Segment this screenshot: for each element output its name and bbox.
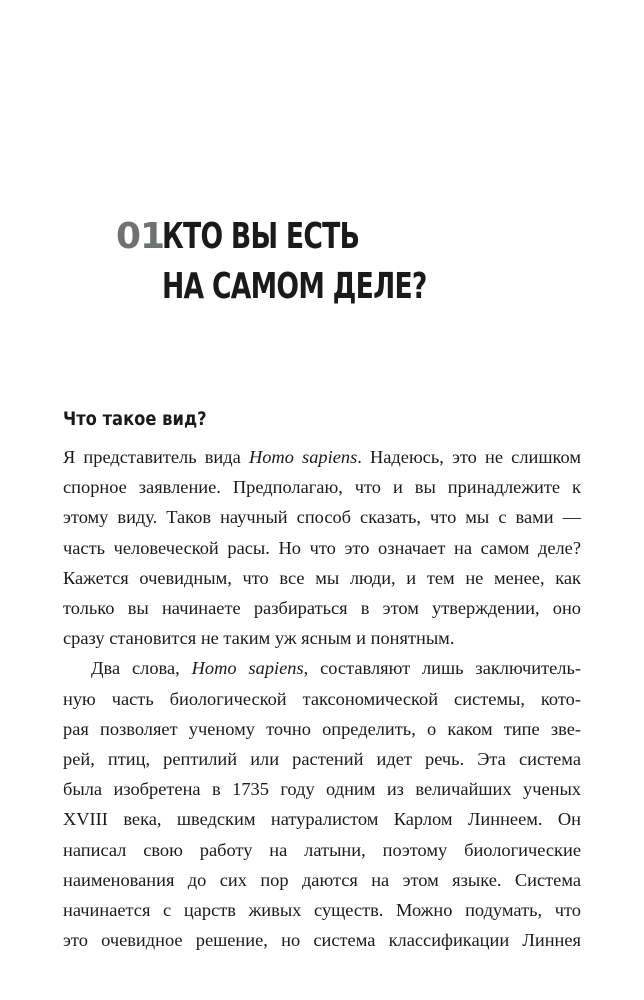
paragraph-2-line: ную часть биологической таксономической системы, кото- [63, 688, 581, 709]
body-text [63, 442, 581, 955]
paragraph-2-line: написал свою работу на латыни, поэтому биологические [63, 839, 581, 860]
chapter-title-row-1 [116, 212, 520, 262]
paragraph-1-line: спорное заявление. Предполагаю, что и вы принадлежите к [63, 477, 581, 498]
paragraph-1-line: этому виду. Таков научный способ сказать, что мы с вами — [63, 507, 581, 528]
paragraph-1-line: Я представитель вида Homo sapiens. Надеюсь, это не слишком [63, 447, 581, 467]
paragraph-1-line: сразу становится не таким уж ясным и понятным. [63, 628, 455, 649]
paragraph-2-line: рая позволяет ученому точно определить, о каком типе зве- [63, 718, 581, 739]
paragraph-2-line: начинается с царств живых существ. Можно подумать, что [63, 900, 581, 921]
paragraph-1 [63, 442, 581, 653]
paragraph-2-line: XVIII века, шведским натуралистом Карлом Линнеем. Он [63, 809, 581, 830]
paragraph-2 [63, 653, 581, 955]
paragraph-2-line: Два слова, Homo sapiens, составляют лишь заключитель- [91, 658, 581, 679]
species-name: Homo sapiens [248, 447, 358, 467]
paragraph-1-line: Кажется очевидным, что все мы люди, и тем не менее, как [63, 567, 581, 588]
paragraph-2-line: была изобретена в 1735 году одним из величайших ученых [63, 779, 581, 800]
chapter-title-line-2: НА САМОМ ДЕЛЕ? [162, 266, 427, 307]
chapter-number: 01 [116, 216, 165, 257]
paragraph-2-line: наименования до сих пор даются на этом языке. Система [63, 869, 581, 890]
chapter-title-row-2 [116, 262, 520, 312]
chapter-header [116, 212, 520, 312]
section-heading: Что такое вид? [63, 408, 207, 430]
paragraph-1-line: часть человеческой расы. Но что это означает на самом деле? [63, 537, 581, 558]
paragraph-1-line: только вы начинаете разбираться в этом утверждении, оно [63, 598, 581, 619]
species-name: Homo sapiens [191, 658, 304, 679]
paragraph-2-line: это очевидное решение, но система классификации Линнея [63, 930, 581, 951]
chapter-title-line-1: КТО ВЫ ЕСТЬ [162, 216, 360, 257]
paragraph-2-line: рей, птиц, рептилий или растений идет речь. Эта система [63, 749, 581, 770]
